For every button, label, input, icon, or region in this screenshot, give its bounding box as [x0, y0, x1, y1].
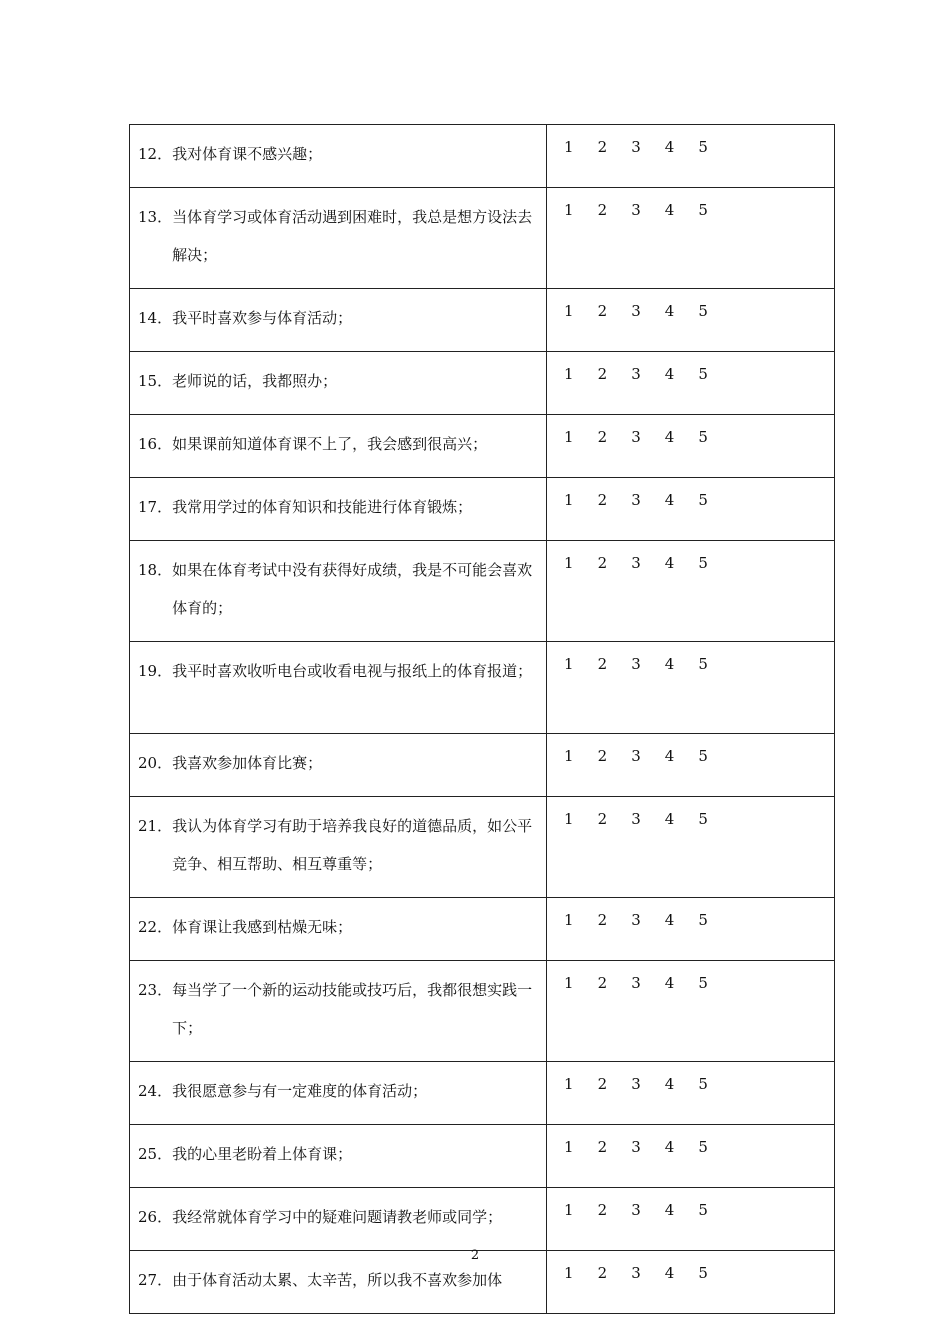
scale-cell: [547, 415, 835, 478]
scale-option: 2: [597, 747, 608, 765]
scale-option: 4: [664, 1201, 675, 1219]
scale-option: 5: [698, 491, 708, 509]
question-text: 由于体育活动太累、太辛苦，所以我不喜欢参加体: [172, 1271, 503, 1289]
scale-option: 1: [564, 1138, 574, 1156]
scale-option: 3: [631, 655, 641, 673]
scale-option: 2: [597, 1138, 608, 1156]
question-number: 18．: [138, 561, 173, 579]
scale-option: 5: [698, 428, 708, 446]
scale-cell: [547, 797, 835, 898]
scale-option: 5: [698, 302, 708, 320]
scale-option: 2: [597, 428, 608, 446]
question-cell: [130, 642, 547, 734]
scale-option: 3: [631, 1138, 641, 1156]
scale-option: 2: [597, 810, 608, 828]
question-number: 19．: [138, 662, 173, 680]
table-row: [130, 415, 835, 478]
scale-option: 2: [597, 554, 608, 572]
scale-cell: [547, 898, 835, 961]
scale-option: 2: [597, 1264, 608, 1282]
scale-option: 3: [631, 810, 641, 828]
scale-option: 5: [698, 1138, 708, 1156]
scale-option: 1: [564, 911, 574, 929]
question-number: 24．: [138, 1082, 173, 1100]
scale-option: 4: [664, 491, 675, 509]
table-row: [130, 1125, 835, 1188]
question-cell: [130, 961, 547, 1062]
scale-option: 5: [698, 365, 708, 383]
scale-option: 4: [664, 1138, 675, 1156]
scale-option: 3: [631, 554, 641, 572]
question-cell: [130, 352, 547, 415]
question-cell: [130, 1062, 547, 1125]
table-row: [130, 1062, 835, 1125]
scale-option: 5: [698, 1264, 708, 1282]
question-text: 每当学了一个新的运动技能或技巧后，我都很想实践一下；: [172, 981, 533, 1037]
scale-option: 2: [597, 1201, 608, 1219]
scale-option: 5: [698, 1075, 708, 1093]
scale-option: 3: [631, 491, 641, 509]
question-cell: [130, 478, 547, 541]
questionnaire-table: [129, 124, 835, 1314]
scale-cell: [547, 478, 835, 541]
question-number: 23．: [138, 981, 173, 999]
scale-option: 4: [664, 974, 675, 992]
question-number: 26．: [138, 1208, 173, 1226]
scale-cell: [547, 1188, 835, 1251]
question-cell: [130, 797, 547, 898]
scale-option: 4: [664, 655, 675, 673]
scale-option: 2: [597, 138, 608, 156]
scale-option: 2: [597, 302, 608, 320]
scale-option: 5: [698, 1201, 708, 1219]
scale-option: 1: [564, 1075, 574, 1093]
question-number: 12．: [138, 145, 173, 163]
question-text: 如果课前知道体育课不上了，我会感到很高兴；: [172, 435, 488, 453]
scale-option: 4: [664, 747, 675, 765]
scale-option: 4: [664, 1075, 675, 1093]
scale-cell: [547, 352, 835, 415]
scale-option: 5: [698, 810, 708, 828]
scale-cell: [547, 541, 835, 642]
scale-option: 3: [631, 1264, 641, 1282]
scale-option: 5: [698, 201, 708, 219]
scale-option: 3: [631, 974, 641, 992]
question-text: 我常用学过的体育知识和技能进行体育锻炼；: [172, 498, 473, 516]
scale-option: 1: [564, 655, 574, 673]
scale-option: 4: [664, 554, 675, 572]
scale-cell: [547, 1125, 835, 1188]
scale-option: 3: [631, 201, 641, 219]
scale-cell: [547, 1062, 835, 1125]
scale-option: 1: [564, 747, 574, 765]
scale-option: 1: [564, 138, 574, 156]
question-number: 16．: [138, 435, 173, 453]
scale-option: 2: [597, 365, 608, 383]
table-row: [130, 797, 835, 898]
scale-option: 4: [664, 365, 675, 383]
question-number: 22．: [138, 918, 173, 936]
question-number: 27．: [138, 1271, 173, 1289]
scale-option: 4: [664, 1264, 675, 1282]
scale-cell: [547, 642, 835, 734]
question-text: 我的心里老盼着上体育课；: [172, 1145, 353, 1163]
table-row: [130, 125, 835, 188]
table-row: [130, 541, 835, 642]
scale-cell: [547, 961, 835, 1062]
question-cell: [130, 734, 547, 797]
question-text: 我对体育课不感兴趣；: [172, 145, 323, 163]
scale-option: 2: [597, 655, 608, 673]
scale-cell: [547, 734, 835, 797]
table-row: [130, 898, 835, 961]
scale-option: 1: [564, 554, 574, 572]
question-cell: [130, 898, 547, 961]
scale-option: 3: [631, 428, 641, 446]
scale-option: 4: [664, 302, 675, 320]
question-text: 如果在体育考试中没有获得好成绩，我是不可能会喜欢体育的；: [172, 561, 533, 617]
scale-option: 4: [664, 810, 675, 828]
scale-option: 3: [631, 365, 641, 383]
table-row: [130, 642, 835, 734]
table-row: [130, 961, 835, 1062]
scale-cell: [547, 188, 835, 289]
table-row: [130, 478, 835, 541]
question-cell: [130, 415, 547, 478]
scale-option: 5: [698, 655, 708, 673]
scale-option: 2: [597, 974, 608, 992]
question-number: 21．: [138, 817, 173, 835]
table-row: [130, 352, 835, 415]
scale-option: 5: [698, 138, 708, 156]
table-row: [130, 188, 835, 289]
scale-option: 4: [664, 428, 675, 446]
question-text: 我喜欢参加体育比赛；: [172, 754, 323, 772]
question-cell: [130, 125, 547, 188]
question-cell: [130, 289, 547, 352]
question-number: 14．: [138, 309, 173, 327]
scale-option: 1: [564, 810, 574, 828]
question-cell: [130, 1125, 547, 1188]
scale-option: 3: [631, 1201, 641, 1219]
page-number: 2: [470, 1248, 480, 1263]
table-row: [130, 734, 835, 797]
scale-option: 2: [597, 911, 608, 929]
scale-option: 3: [631, 138, 641, 156]
scale-cell: [547, 125, 835, 188]
question-text: 体育课让我感到枯燥无味；: [172, 918, 353, 936]
scale-option: 3: [631, 1075, 641, 1093]
scale-option: 1: [564, 428, 574, 446]
question-number: 20．: [138, 754, 173, 772]
scale-option: 4: [664, 201, 675, 219]
question-cell: [130, 188, 547, 289]
question-cell: [130, 1188, 547, 1251]
scale-option: 5: [698, 974, 708, 992]
question-text: 当体育学习或体育活动遇到困难时，我总是想方设法去解决；: [172, 208, 533, 264]
question-number: 17．: [138, 498, 173, 516]
scale-option: 3: [631, 302, 641, 320]
scale-option: 1: [564, 302, 574, 320]
scale-option: 1: [564, 365, 574, 383]
scale-option: 2: [597, 1075, 608, 1093]
scale-option: 1: [564, 491, 574, 509]
scale-option: 1: [564, 201, 574, 219]
table-row: [130, 289, 835, 352]
question-text: 老师说的话，我都照办；: [172, 372, 338, 390]
scale-option: 1: [564, 974, 574, 992]
scale-option: 2: [597, 491, 608, 509]
scale-option: 5: [698, 911, 708, 929]
question-text: 我平时喜欢参与体育活动；: [172, 309, 353, 327]
scale-option: 5: [698, 747, 708, 765]
question-cell: [130, 541, 547, 642]
table-row: [130, 1188, 835, 1251]
scale-option: 3: [631, 747, 641, 765]
scale-option: 1: [564, 1264, 574, 1282]
scale-cell: [547, 289, 835, 352]
scale-option: 4: [664, 138, 675, 156]
scale-option: 3: [631, 911, 641, 929]
question-text: 我经常就体育学习中的疑难问题请教老师或同学；: [172, 1208, 503, 1226]
scale-option: 5: [698, 554, 708, 572]
scale-option: 2: [597, 201, 608, 219]
question-number: 25．: [138, 1145, 173, 1163]
question-number: 13．: [138, 208, 173, 226]
question-text: 我平时喜欢收听电台或收看电视与报纸上的体育报道；: [172, 662, 533, 680]
scale-option: 1: [564, 1201, 574, 1219]
question-number: 15．: [138, 372, 173, 390]
question-text: 我很愿意参与有一定难度的体育活动；: [172, 1082, 428, 1100]
question-text: 我认为体育学习有助于培养我良好的道德品质，如公平竞争、相互帮助、相互尊重等；: [172, 817, 533, 873]
scale-option: 4: [664, 911, 675, 929]
